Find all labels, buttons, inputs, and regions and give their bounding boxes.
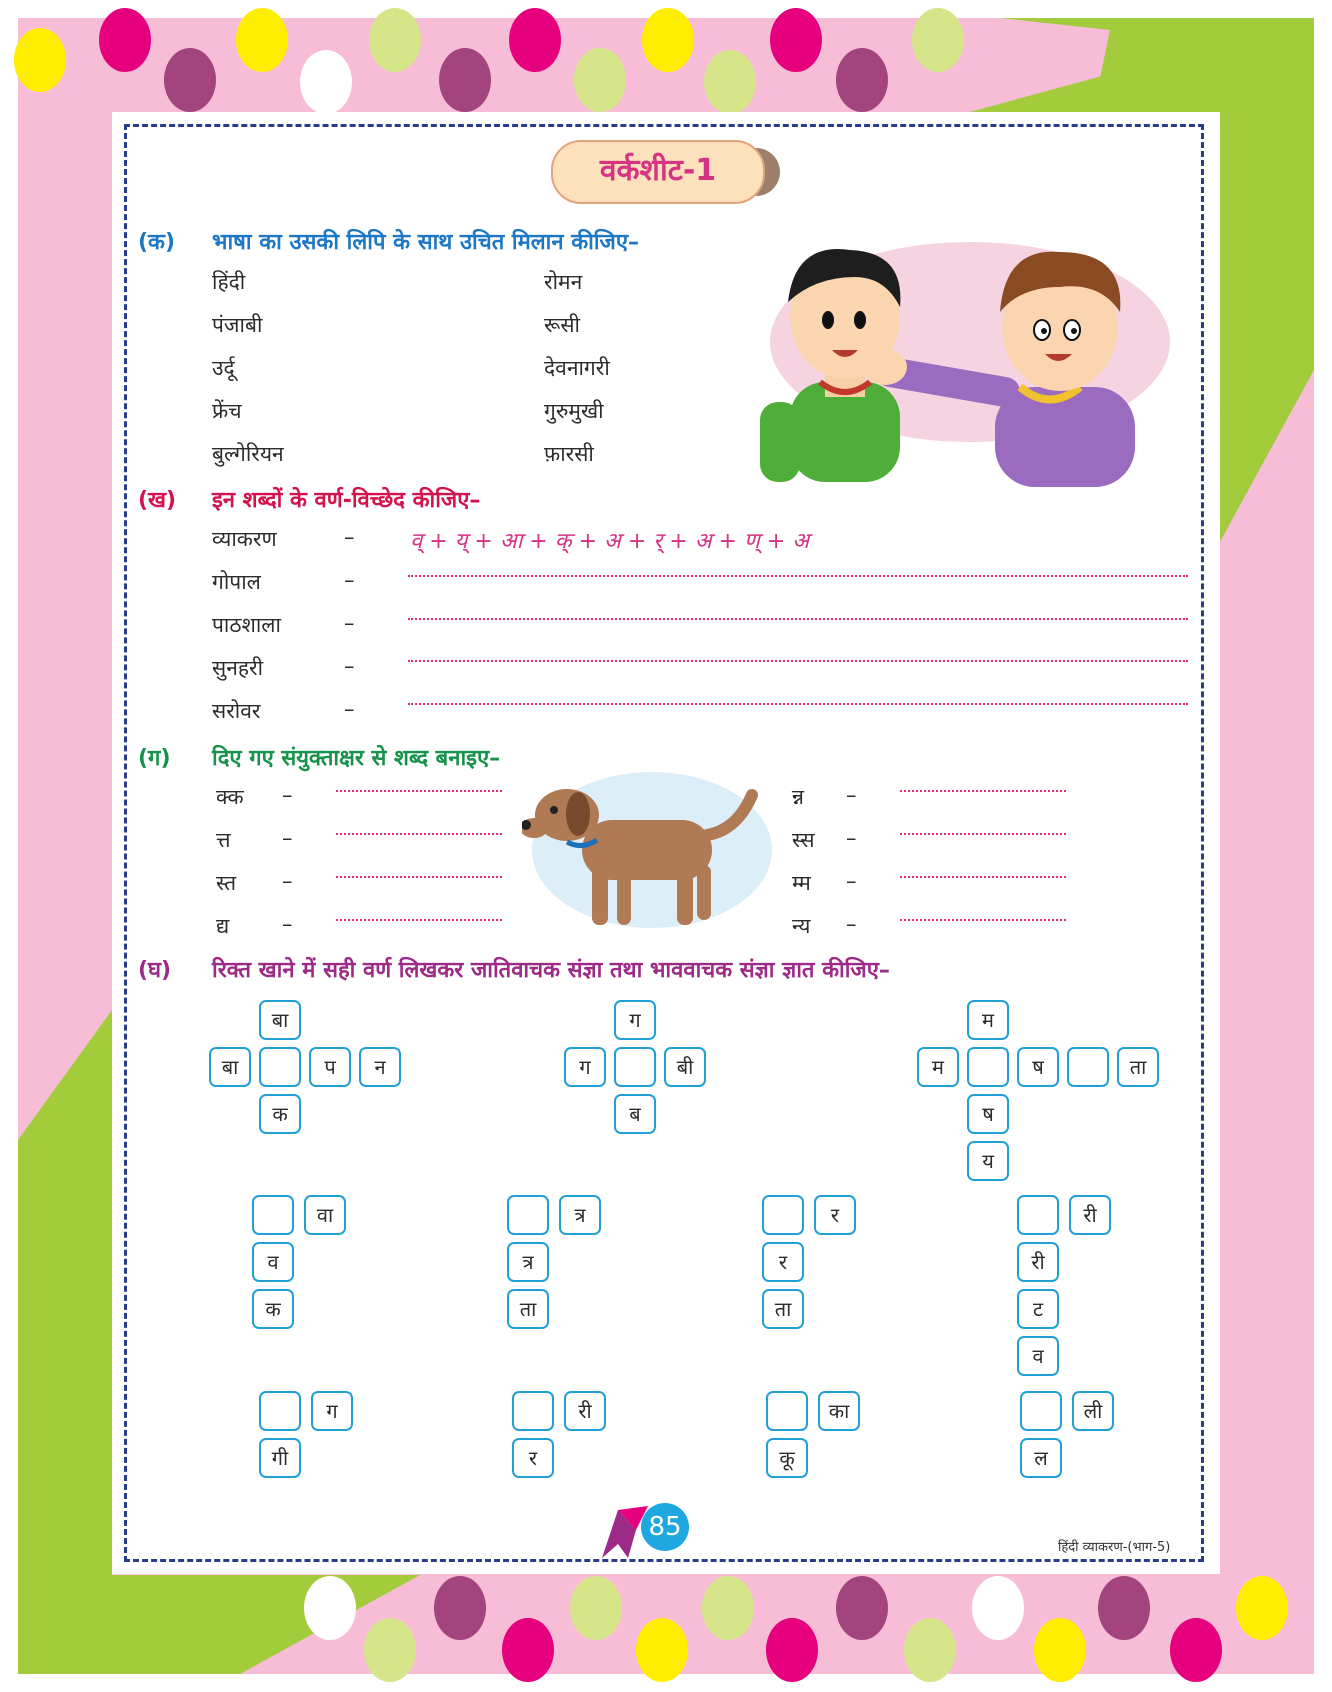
puzzle-cell: य <box>967 1141 1009 1181</box>
conjunct: म्म <box>792 871 811 895</box>
section-ka-instruction: भाषा का उसकी लिपि के साथ उचित मिलान कीजिए– <box>212 230 640 255</box>
conjunct: स्त <box>216 871 237 895</box>
answer-line[interactable] <box>336 790 502 792</box>
section-ka-label: (क) <box>138 230 176 255</box>
section-gha-label: (घ) <box>138 958 172 983</box>
puzzle-cell: ग <box>564 1047 606 1087</box>
section-ga-label: (ग) <box>138 746 171 771</box>
puzzle-cell: री <box>1017 1242 1059 1282</box>
puzzle-cell: ता <box>507 1289 549 1329</box>
puzzle-blank-cell[interactable] <box>1020 1391 1062 1431</box>
puzzle-cell: ष <box>1017 1047 1059 1087</box>
puzzle-cell: क <box>252 1289 294 1329</box>
puzzle-blank-cell[interactable] <box>507 1195 549 1235</box>
answer-line[interactable] <box>900 790 1066 792</box>
puzzle-cell: क <box>259 1094 301 1134</box>
puzzle-blank-cell[interactable] <box>252 1195 294 1235</box>
language-item: बुल्गेरियन <box>212 442 284 466</box>
puzzle-cell: र <box>762 1242 804 1282</box>
puzzle-blank-cell[interactable] <box>766 1391 808 1431</box>
puzzle-blank-cell[interactable] <box>614 1047 656 1087</box>
puzzle-blank-cell[interactable] <box>762 1195 804 1235</box>
dash: – <box>846 826 857 850</box>
conjunct: क्क <box>216 785 244 809</box>
puzzle-blank-cell[interactable] <box>1067 1047 1109 1087</box>
example-answer: व् + य् + आ + क् + अ + र् + अ + ण् + अ <box>410 529 810 554</box>
puzzle-cell: ता <box>762 1289 804 1329</box>
two-boys-illustration <box>760 232 1180 492</box>
script-item: देवनागरी <box>544 356 610 380</box>
puzzle-cell: व <box>1017 1336 1059 1376</box>
dash: – <box>344 525 355 549</box>
puzzle-cell: प <box>309 1047 351 1087</box>
puzzle-cell: ट <box>1017 1289 1059 1329</box>
puzzle-cell: री <box>1069 1195 1111 1235</box>
answer-line[interactable] <box>408 703 1188 705</box>
section-kha-label: (ख) <box>138 488 177 513</box>
dog-illustration <box>522 770 772 940</box>
script-item: रोमन <box>544 270 583 294</box>
puzzle-blank-cell[interactable] <box>259 1047 301 1087</box>
puzzle-cell: कू <box>766 1438 808 1478</box>
answer-line[interactable] <box>900 876 1066 878</box>
split-word: पाठशाला <box>212 613 281 637</box>
answer-line[interactable] <box>336 833 502 835</box>
split-word: सरोवर <box>212 699 261 723</box>
puzzle-cell: ल <box>1020 1438 1062 1478</box>
section-kha-instruction: इन शब्दों के वर्ण-विच्छेद कीजिए– <box>212 488 481 513</box>
puzzle-cell: र <box>512 1438 554 1478</box>
puzzle-cell: ता <box>1117 1047 1159 1087</box>
language-item: पंजाबी <box>212 313 263 337</box>
puzzle-cell: न <box>359 1047 401 1087</box>
conjunct: त्त <box>216 828 231 852</box>
puzzle-cell: ग <box>311 1391 353 1431</box>
language-item: उर्दू <box>212 356 235 380</box>
puzzle-blank-cell[interactable] <box>1017 1195 1059 1235</box>
puzzle-cell: री <box>564 1391 606 1431</box>
puzzle-cell: ली <box>1072 1391 1114 1431</box>
dash: – <box>282 826 293 850</box>
conjunct: द्य <box>216 914 230 938</box>
script-item: रूसी <box>544 313 580 337</box>
script-item: गुरुमुखी <box>544 399 604 423</box>
answer-line[interactable] <box>336 876 502 878</box>
puzzle-cell: बा <box>259 1000 301 1040</box>
puzzle-cell: र <box>814 1195 856 1235</box>
dash: – <box>344 697 355 721</box>
puzzle-cell: म <box>917 1047 959 1087</box>
puzzle-cell: बी <box>664 1047 706 1087</box>
dash: – <box>344 568 355 592</box>
dash: – <box>282 783 293 807</box>
puzzle-cell: व <box>252 1242 294 1282</box>
dash: – <box>846 912 857 936</box>
script-item: फ़ारसी <box>544 442 594 466</box>
language-item: हिंदी <box>212 270 246 294</box>
language-item: फ्रेंच <box>212 399 242 423</box>
puzzle-cell: गी <box>259 1438 301 1478</box>
puzzle-cell: म <box>967 1000 1009 1040</box>
page-number: 85 <box>641 1503 689 1551</box>
worksheet-title: वर्कशीट-1 <box>551 140 765 204</box>
split-word: व्याकरण <box>212 527 277 551</box>
section-ga-instruction: दिए गए संयुक्ताक्षर से शब्द बनाइए– <box>212 746 501 771</box>
conjunct: न्य <box>792 914 811 938</box>
answer-line[interactable] <box>900 919 1066 921</box>
puzzle-cell: का <box>818 1391 860 1431</box>
puzzle-blank-cell[interactable] <box>967 1047 1009 1087</box>
dash: – <box>282 869 293 893</box>
dash: – <box>282 912 293 936</box>
puzzle-cell: ग <box>614 1000 656 1040</box>
answer-line[interactable] <box>408 660 1188 662</box>
puzzle-blank-cell[interactable] <box>259 1391 301 1431</box>
puzzle-cell: त्र <box>559 1195 601 1235</box>
split-word: गोपाल <box>212 570 261 594</box>
answer-line[interactable] <box>336 919 502 921</box>
footer-book-title: हिंदी व्याकरण-(भाग-5) <box>1058 1540 1171 1555</box>
conjunct: स्स <box>792 828 815 852</box>
dash: – <box>846 869 857 893</box>
puzzle-cell: त्र <box>507 1242 549 1282</box>
dash: – <box>846 783 857 807</box>
section-gha-instruction: रिक्त खाने में सही वर्ण लिखकर जातिवाचक संज्ञा तथा भाववाचक संज्ञा ज्ञात कीजिए– <box>212 958 890 983</box>
puzzle-blank-cell[interactable] <box>512 1391 554 1431</box>
dash: – <box>344 654 355 678</box>
puzzle-cell: ष <box>967 1094 1009 1134</box>
split-word: सुनहरी <box>212 656 264 680</box>
answer-line[interactable] <box>900 833 1066 835</box>
conjunct: न्न <box>792 785 804 809</box>
answer-line[interactable] <box>408 618 1188 620</box>
puzzle-cell: बा <box>209 1047 251 1087</box>
puzzle-cell: ब <box>614 1094 656 1134</box>
puzzle-cell: वा <box>304 1195 346 1235</box>
dash: – <box>344 611 355 635</box>
answer-line[interactable] <box>408 575 1188 577</box>
